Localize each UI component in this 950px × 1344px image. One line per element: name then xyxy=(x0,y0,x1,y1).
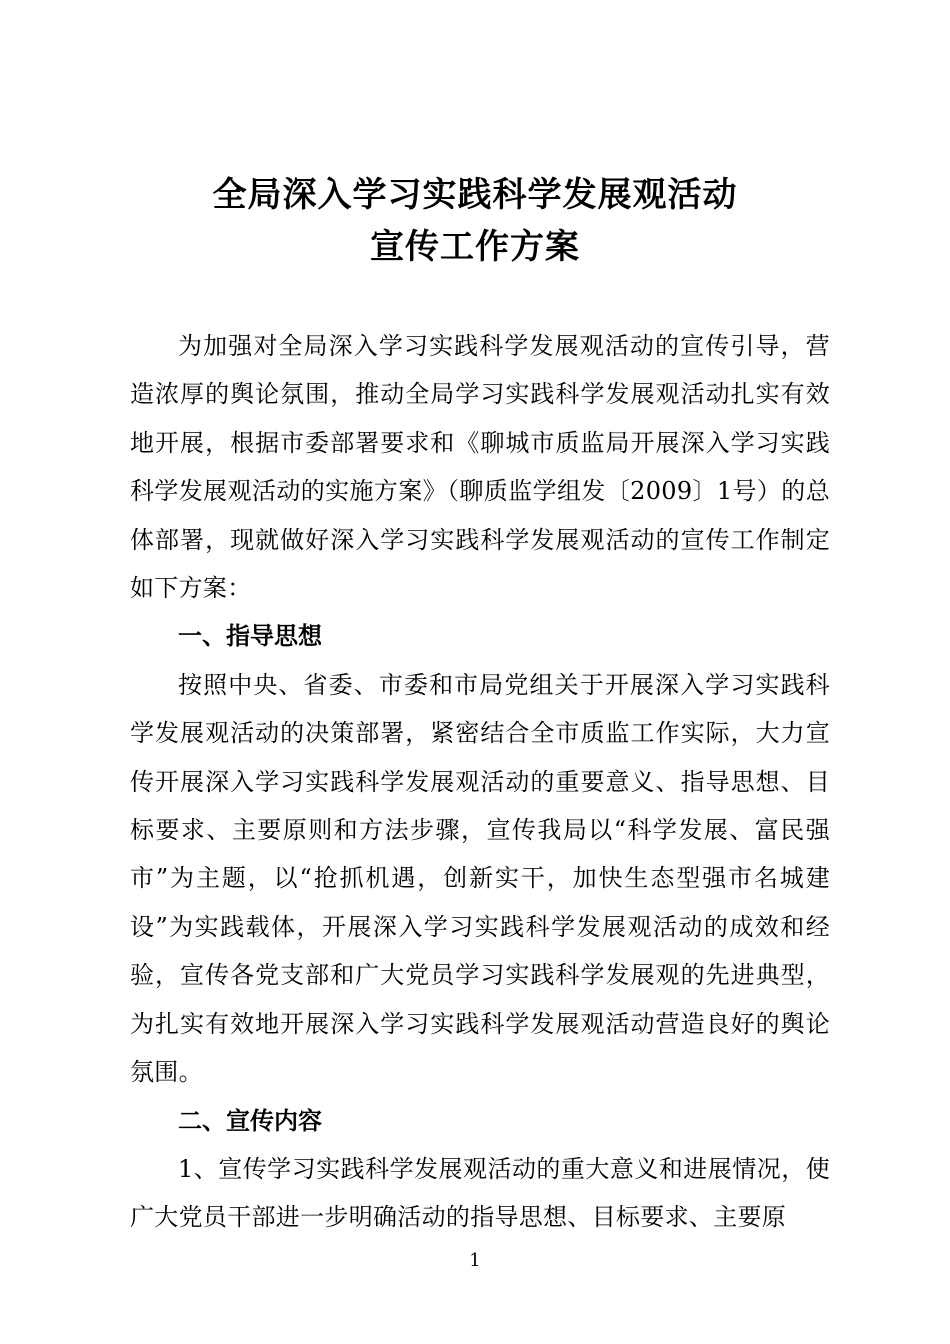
document-title-line-2: 宣传工作方案 xyxy=(370,227,580,267)
page-number: 1 xyxy=(469,1250,481,1271)
publicity-content-item-1: 1、宣传学习实践科学发展观活动的重大意义和进展情况，使广大党员干部进一步明确活动的指导思想、目标要求、主要原 xyxy=(130,1154,830,1232)
section-heading-publicity-content: 二、宣传内容 xyxy=(178,1106,322,1135)
document-title-line-1: 全局深入学习实践科学发展观活动 xyxy=(212,175,738,215)
section-heading-guiding-ideology: 一、指导思想 xyxy=(178,622,322,651)
intro-paragraph: 为加强对全局深入学习实践科学发展观活动的宣传引导，营造浓厚的舆论氛围，推动全局学习实践科学发展观活动扎实有效地开展，根据市委部署要求和《聊城市质监局开展深入学习实践科学发展观活动的实施方案》（聊质监学组发〔2009〕1号）的总体部署，现就做好深入学习实践科学发展观活动的宣传工作制定如下方案： xyxy=(130,332,830,603)
document-body xyxy=(130,322,830,1242)
guiding-ideology-paragraph: 按照中央、省委、市委和市局党组关于开展深入学习实践科学发展观活动的决策部署，紧密结合全市质监工作实际，大力宣传开展深入学习实践科学发展观活动的重要意义、指导思想、目标要求、主要原则和方法步骤，宣传我局以“科学发展、富民强市”为主题，以“抢抓机遇，创新实干，加快生态型强市名城建设”为实践载体，开展深入学习实践科学发展观活动的成效和经验，宣传各党支部和广大党员学习实践科学发展观的先进典型，为扎实有效地开展深入学习实践科学发展观活动营造良好的舆论氛围。 xyxy=(130,670,830,1087)
